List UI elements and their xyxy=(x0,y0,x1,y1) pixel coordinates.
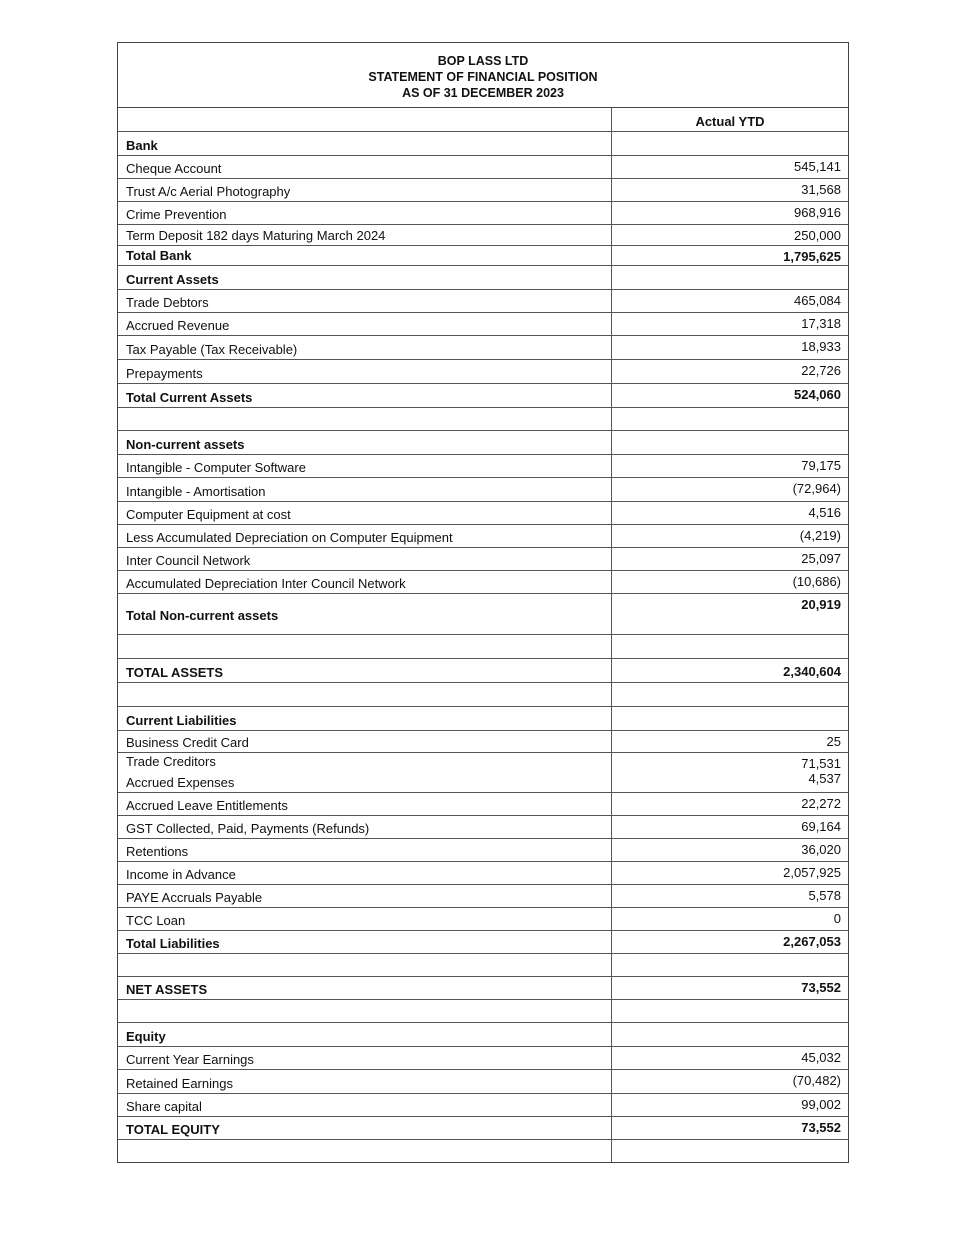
row-value: 250,000 xyxy=(794,228,841,243)
row-label xyxy=(118,1140,612,1162)
row-value xyxy=(612,1023,848,1046)
table-row xyxy=(118,659,848,683)
row-value: 99,002 xyxy=(801,1097,841,1112)
row-value xyxy=(612,1000,848,1022)
table-row xyxy=(118,225,848,246)
row-value: 69,164 xyxy=(801,819,841,834)
row-label: Equity xyxy=(118,1023,612,1046)
table-row xyxy=(118,908,848,931)
row-value: 18,933 xyxy=(801,339,841,354)
table-row xyxy=(118,635,848,659)
table-row xyxy=(118,246,848,266)
table-row xyxy=(118,839,848,862)
row-value: 968,916 xyxy=(794,205,841,220)
row-label xyxy=(118,635,612,658)
row-value: 4,537 xyxy=(808,771,841,786)
row-value: 20,919 xyxy=(801,597,841,612)
row-value: (10,686) xyxy=(792,574,841,589)
row-value: 22,272 xyxy=(801,796,841,811)
row-value: 45,032 xyxy=(801,1050,841,1065)
table-row xyxy=(118,1047,848,1070)
row-value: 5,578 xyxy=(808,888,841,903)
row-value: 0 xyxy=(833,911,841,926)
table-row xyxy=(118,384,848,408)
table-row xyxy=(118,431,848,455)
row-label: TOTAL ASSETS xyxy=(118,659,612,682)
row-label xyxy=(118,954,612,976)
table-row xyxy=(118,571,848,594)
row-label: Accrued Expenses xyxy=(118,771,612,792)
table-row xyxy=(118,1000,848,1023)
table-row xyxy=(118,594,848,635)
row-value: 25,097 xyxy=(801,551,841,566)
statement-date: AS OF 31 DECEMBER 2023 xyxy=(402,86,564,100)
statement-rows xyxy=(118,132,848,1162)
table-row xyxy=(118,1140,848,1162)
row-value: 2,267,053 xyxy=(783,934,841,949)
column-header-row xyxy=(118,108,848,132)
row-label: Accrued Revenue xyxy=(118,313,612,335)
table-row xyxy=(118,977,848,1000)
row-value: 4,516 xyxy=(808,505,841,520)
table-row xyxy=(118,132,848,156)
row-value: 465,084 xyxy=(794,293,841,308)
table-row xyxy=(118,502,848,525)
row-label: Non-current assets xyxy=(118,431,612,454)
row-value: 524,060 xyxy=(794,387,841,402)
row-value xyxy=(612,408,848,430)
financial-statement xyxy=(117,42,849,1163)
table-row xyxy=(118,862,848,885)
row-label: Business Credit Card xyxy=(118,731,612,752)
table-row xyxy=(118,290,848,313)
table-row xyxy=(118,266,848,290)
actual-ytd-header: Actual YTD xyxy=(695,113,765,129)
table-row xyxy=(118,731,848,753)
row-value: 25 xyxy=(826,734,841,749)
table-row xyxy=(118,408,848,431)
row-label: Current Liabilities xyxy=(118,707,612,730)
row-label: Trade Debtors xyxy=(118,290,612,312)
row-label: Trade Creditors xyxy=(118,753,612,771)
row-label xyxy=(118,1000,612,1022)
table-row xyxy=(118,793,848,816)
row-value: 31,568 xyxy=(801,182,841,197)
table-row xyxy=(118,525,848,548)
row-label: Crime Prevention xyxy=(118,202,612,224)
row-label: Current Year Earnings xyxy=(118,1047,612,1069)
row-label: Computer Equipment at cost xyxy=(118,502,612,524)
row-label: Income in Advance xyxy=(118,862,612,884)
row-value xyxy=(612,707,848,730)
row-value: 17,318 xyxy=(801,316,841,331)
table-row xyxy=(118,931,848,954)
row-label: GST Collected, Paid, Payments (Refunds) xyxy=(118,816,612,838)
row-value: (72,964) xyxy=(792,481,841,496)
row-label: Intangible - Computer Software xyxy=(118,455,612,477)
table-row xyxy=(118,478,848,502)
row-label: Trust A/c Aerial Photography xyxy=(118,179,612,201)
row-value xyxy=(612,683,848,706)
row-label: Accrued Leave Entitlements xyxy=(118,793,612,815)
row-label xyxy=(118,683,612,706)
row-label: Intangible - Amortisation xyxy=(118,478,612,501)
table-row xyxy=(118,455,848,478)
row-label xyxy=(118,408,612,430)
table-row xyxy=(118,885,848,908)
row-label: Retentions xyxy=(118,839,612,861)
row-value xyxy=(612,132,848,155)
table-row xyxy=(118,1023,848,1047)
row-value xyxy=(612,635,848,658)
row-label: Term Deposit 182 days Maturing March 2024 xyxy=(118,225,612,245)
row-value: 73,552 xyxy=(801,980,841,995)
row-value: 545,141 xyxy=(794,159,841,174)
table-row xyxy=(118,313,848,336)
table-row xyxy=(118,707,848,731)
row-label: Accumulated Depreciation Inter Council Network xyxy=(118,571,612,593)
row-label: PAYE Accruals Payable xyxy=(118,885,612,907)
row-label: Current Assets xyxy=(118,266,612,289)
table-row xyxy=(118,202,848,225)
row-label: Bank xyxy=(118,132,612,155)
table-row xyxy=(118,548,848,571)
row-value: 71,531 xyxy=(801,756,841,771)
row-value: 2,057,925 xyxy=(783,865,841,880)
label-column-header xyxy=(118,108,612,131)
table-row xyxy=(118,954,848,977)
row-label: Cheque Account xyxy=(118,156,612,178)
row-value xyxy=(612,954,848,976)
table-row xyxy=(118,816,848,839)
table-row xyxy=(118,1094,848,1117)
row-label: TCC Loan xyxy=(118,908,612,930)
table-row xyxy=(118,753,848,771)
row-value xyxy=(612,431,848,454)
row-value: (70,482) xyxy=(792,1073,841,1088)
row-label: Total Bank xyxy=(118,246,612,265)
row-value: 22,726 xyxy=(801,363,841,378)
table-row xyxy=(118,179,848,202)
row-label: NET ASSETS xyxy=(118,977,612,999)
row-value: 2,340,604 xyxy=(783,664,841,679)
row-value: 73,552 xyxy=(801,1120,841,1135)
row-value: 1,795,625 xyxy=(783,249,841,264)
table-row xyxy=(118,336,848,360)
row-label: Share capital xyxy=(118,1094,612,1116)
row-value xyxy=(612,1140,848,1162)
statement-header xyxy=(118,43,848,108)
row-label: TOTAL EQUITY xyxy=(118,1117,612,1139)
row-label: Prepayments xyxy=(118,360,612,383)
row-label: Total Liabilities xyxy=(118,931,612,953)
table-row xyxy=(118,156,848,179)
row-value: 79,175 xyxy=(801,458,841,473)
table-row xyxy=(118,771,848,793)
row-label: Retained Earnings xyxy=(118,1070,612,1093)
row-label: Tax Payable (Tax Receivable) xyxy=(118,336,612,359)
table-row xyxy=(118,360,848,384)
row-label: Total Non-current assets xyxy=(118,594,612,634)
row-value: 36,020 xyxy=(801,842,841,857)
row-value: (4,219) xyxy=(799,528,841,543)
table-row xyxy=(118,1117,848,1140)
company-name: BOP LASS LTD xyxy=(437,54,529,68)
table-row xyxy=(118,1070,848,1094)
row-label: Less Accumulated Depreciation on Computer Equipment xyxy=(118,525,612,547)
row-label: Total Current Assets xyxy=(118,384,612,407)
table-row xyxy=(118,683,848,707)
row-value xyxy=(612,266,848,289)
row-label: Inter Council Network xyxy=(118,548,612,570)
statement-title: STATEMENT OF FINANCIAL POSITION xyxy=(368,70,598,84)
